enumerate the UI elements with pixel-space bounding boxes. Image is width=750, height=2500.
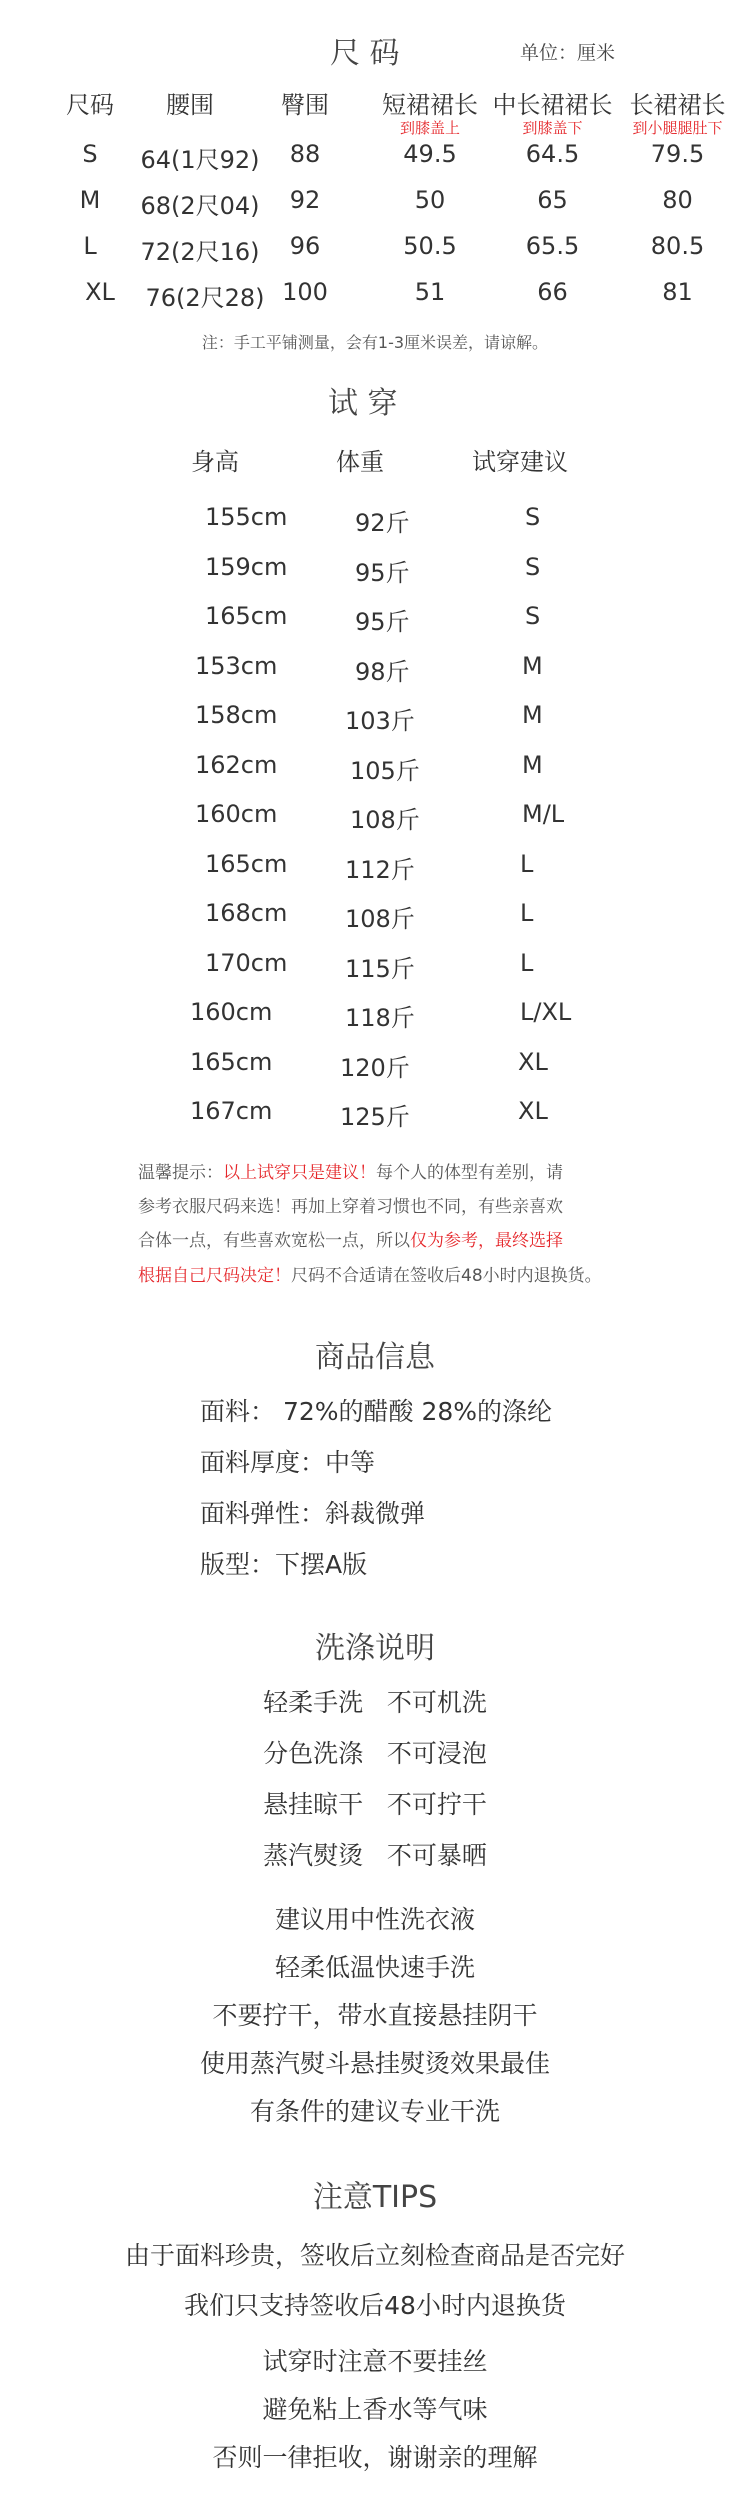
try-row-suggestion: M [522, 651, 543, 680]
tips-line-2: 我们只支持签收后48小时内退换货 [184, 2291, 566, 2320]
try-row-suggestion: L [520, 899, 534, 927]
size-row-s-mid: 64.5 [525, 140, 580, 168]
size-header-long-length: 长裙裙长 [629, 91, 726, 119]
wash-advice-3: 不要拧干，带水直接悬挂阴干 [212, 2001, 538, 2030]
size-row-s-hip: 88 [289, 140, 321, 168]
size-row-xl-waist: 76(2尺28) [145, 284, 265, 312]
size-row-l-waist: 72(2尺16) [140, 238, 260, 266]
try-row-suggestion: L [520, 948, 534, 977]
try-row-suggestion: S [525, 602, 541, 630]
size-header-waist: 腰围 [166, 91, 214, 119]
tips-title: 注意TIPS [312, 2180, 438, 2215]
try-row-height: 160cm [190, 998, 273, 1026]
try-row-suggestion: L/XL [520, 998, 572, 1026]
tip-highlight-4: 根据自己尺码决定！ [138, 1266, 291, 1286]
try-row-suggestion: M/L [522, 800, 565, 828]
size-row-s-size: S [82, 140, 98, 168]
try-row-height: 153cm [195, 651, 278, 680]
size-row-l-hip: 96 [289, 232, 321, 260]
size-header-short-length: 短裙裙长 [382, 91, 478, 119]
size-row-s-waist: 64(1尺92) [140, 146, 260, 174]
tip-text-4: 尺码不合适请在签收后48小时内退换货。 [291, 1266, 602, 1286]
tip-highlight-1: 以上试穿只是建议！ [223, 1163, 376, 1183]
size-header-hip: 臀围 [281, 91, 329, 119]
try-row-height: 155cm [205, 503, 288, 531]
try-row-height: 170cm [205, 948, 288, 977]
product-info-fit: 版型：下摆A版 [200, 1550, 368, 1579]
product-info-thickness: 面料厚度：中等 [200, 1448, 376, 1477]
try-row-weight: 108斤 [345, 905, 415, 933]
size-row-l-short: 50.5 [403, 232, 457, 260]
size-row-l-size: L [83, 232, 97, 260]
wash-rule-1: 轻柔手洗 不可机洗 [263, 1688, 487, 1717]
try-row-height: 165cm [190, 1047, 273, 1076]
try-row-height: 165cm [205, 602, 288, 630]
size-row-xl-short: 51 [414, 278, 446, 306]
tip-prefix: 温馨提示： [138, 1163, 223, 1183]
try-row-suggestion: M [522, 701, 543, 729]
try-row-suggestion: XL [518, 1047, 548, 1076]
wash-advice-1: 建议用中性洗衣液 [274, 1905, 475, 1934]
try-row-weight: 92斤 [355, 509, 410, 537]
tip-text-3: 合体一点，有些喜欢宽松一点，所以 [138, 1231, 410, 1251]
try-row-height: 158cm [195, 701, 278, 729]
tip-line-1 [138, 1158, 563, 1183]
try-row-weight: 95斤 [355, 558, 410, 587]
size-row-m-waist: 68(2尺04) [140, 192, 260, 220]
size-unit-label: 单位：厘米 [520, 42, 616, 64]
try-row-weight: 115斤 [345, 954, 415, 983]
product-info-elasticity: 面料弹性：斜裁微弹 [200, 1499, 426, 1528]
size-row-m-short: 50 [414, 186, 446, 214]
try-row-suggestion: L [520, 849, 534, 878]
wash-advice-2: 轻柔低温快速手洗 [274, 1953, 475, 1982]
tips-line-1: 由于面料珍贵，签收后立刻检查商品是否完好 [124, 2241, 625, 2270]
try-row-weight: 105斤 [350, 756, 420, 785]
tip-line-2: 参考衣服尺码来选！再加上穿着习惯也不同，有些亲喜欢 [138, 1197, 563, 1217]
wash-title: 洗涤说明 [315, 1631, 435, 1666]
try-row-suggestion: S [525, 552, 541, 581]
try-row-weight: 112斤 [345, 855, 415, 884]
try-row-weight: 98斤 [355, 657, 410, 686]
size-subheader-mid: 到膝盖下 [522, 119, 583, 137]
size-subheader-long: 到小腿腿肚下 [632, 119, 723, 137]
try-row-height: 162cm [195, 750, 278, 779]
try-row-height: 159cm [205, 552, 288, 581]
try-header-weight: 体重 [336, 448, 384, 476]
size-row-m-size: M [79, 186, 101, 214]
wash-advice-5: 有条件的建议专业干洗 [249, 2097, 500, 2126]
size-row-m-long: 80 [662, 186, 693, 214]
wash-rule-4: 蒸汽熨烫 不可暴晒 [263, 1841, 487, 1870]
try-row-weight: 103斤 [345, 707, 415, 735]
try-row-weight: 118斤 [345, 1004, 415, 1032]
try-row-weight: 95斤 [355, 608, 410, 636]
try-row-weight: 108斤 [350, 806, 420, 834]
tips-line-5: 否则一律拒收，谢谢亲的理解 [212, 2443, 538, 2472]
tips-line-4: 避免粘上香水等气味 [262, 2395, 488, 2424]
tip-line-4 [138, 1261, 602, 1286]
wash-rule-2: 分色洗涤 不可浸泡 [263, 1739, 487, 1768]
tip-text-1: 每个人的体型有差别，请 [376, 1163, 563, 1183]
size-row-xl-long: 81 [662, 278, 693, 306]
try-row-suggestion: S [525, 503, 541, 531]
try-row-weight: 120斤 [340, 1053, 410, 1082]
wash-advice-4: 使用蒸汽熨斗悬挂熨烫效果最佳 [199, 2049, 550, 2078]
tip-line-3 [138, 1226, 563, 1251]
size-row-s-short: 49.5 [403, 140, 457, 168]
try-row-suggestion: XL [518, 1097, 548, 1125]
size-row-xl-size: XL [85, 278, 115, 306]
try-row-suggestion: M [522, 750, 543, 779]
size-row-m-mid: 65 [537, 186, 568, 214]
size-row-s-long: 79.5 [650, 140, 705, 168]
try-row-height: 160cm [195, 800, 278, 828]
size-row-l-long: 80.5 [650, 232, 705, 260]
try-row-height: 167cm [190, 1097, 273, 1125]
size-section-title: 尺 码 [330, 36, 400, 71]
tips-line-3: 试穿时注意不要挂丝 [262, 2347, 488, 2376]
product-info-fabric: 面料： 72%的醋酸 28%的涤纶 [200, 1397, 553, 1426]
tip-highlight-3: 仅为参考，最终选择 [410, 1231, 563, 1251]
size-row-xl-mid: 66 [537, 278, 568, 306]
try-row-height: 168cm [205, 899, 288, 927]
try-header-suggestion: 试穿建议 [472, 448, 568, 476]
size-header-size: 尺码 [66, 91, 114, 119]
wash-rule-3: 悬挂晾干 不可拧干 [263, 1790, 487, 1819]
try-header-height: 身高 [191, 448, 239, 476]
size-header-mid-length: 中长裙裙长 [492, 91, 613, 119]
try-section-title: 试 穿 [328, 386, 398, 421]
size-row-xl-hip: 100 [282, 278, 328, 306]
size-measure-note: 注：手工平铺测量，会有1-3厘米误差，请谅解。 [201, 333, 549, 352]
product-info-title: 商品信息 [315, 1340, 435, 1375]
try-row-height: 165cm [205, 849, 288, 878]
try-row-weight: 125斤 [340, 1103, 410, 1131]
size-row-l-mid: 65.5 [525, 232, 580, 260]
size-subheader-short: 到膝盖上 [399, 119, 460, 137]
size-row-m-hip: 92 [289, 186, 321, 214]
